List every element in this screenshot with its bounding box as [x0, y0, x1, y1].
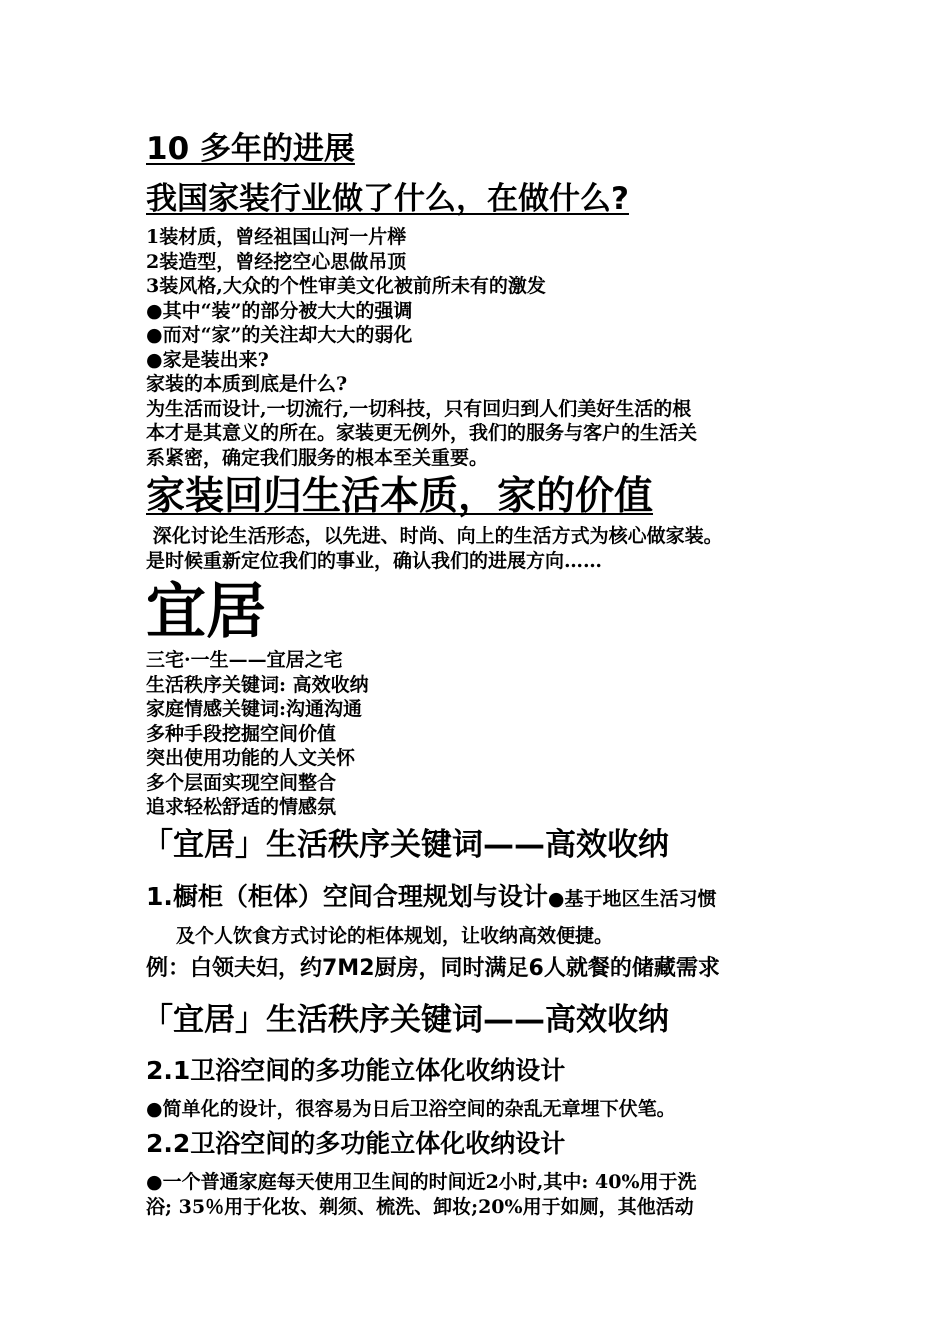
list-item: 三宅·一生——宜居之宅: [146, 649, 343, 671]
heading-progress: 10 多年的进展: [146, 131, 355, 167]
list-item: 家庭情感关键词:沟通沟通: [146, 698, 363, 720]
text-line: 系紧密，确定我们服务的根本至关重要。: [146, 446, 489, 469]
text-line: 本才是其意义的所在。家装更无例外，我们的服务与客户的生活关: [146, 422, 698, 444]
essence-paragraph: [146, 524, 723, 573]
text-line: 家装的本质到底是什么?: [146, 373, 348, 395]
intro-paragraph: [146, 225, 697, 470]
list-item: 多种手段挖掘空间价值: [146, 722, 337, 745]
text-line: ●其中“装”的部分被大大的强调: [146, 299, 413, 322]
text-line: ●一个普通家庭每天使用卫生间的时间近2小时,其中: 40%用于洗: [146, 1171, 697, 1193]
section1-item-text: ●基于地区生活习惯: [547, 888, 717, 910]
text-line: 3装风格,大众的个性审美文化被前所未有的激发: [146, 275, 546, 297]
section1-example: 例：白领夫妇，约7M2厨房，同时满足6人就餐的储藏需求: [146, 956, 720, 981]
heading-essence: 家装回归生活本质，家的价值: [146, 474, 654, 519]
heading-question: 我国家装行业做了什么，在做什么?: [146, 181, 629, 217]
big-title: 宜居: [146, 577, 266, 647]
text-line: 2装造型，曾经挖空心思做吊顶: [146, 250, 407, 273]
list-item: 生活秩序关键词: 高效收纳: [146, 673, 369, 696]
section1-item-title: 1.橱柜（柜体）空间合理规划与设计: [146, 882, 548, 911]
list-item: 追求轻松舒适的情感氛: [146, 796, 337, 818]
section2-text2: [146, 1170, 697, 1219]
text-line: 1装材质，曾经祖国山河一片榉: [146, 226, 407, 248]
section2-sub1: 2.1卫浴空间的多功能立体化收纳设计: [146, 1056, 566, 1085]
text-line: 是时候重新定位我们的事业，确认我们的进展方向……: [146, 549, 603, 572]
text-line: ●而对“家”的关注却大大的弱化: [146, 324, 413, 346]
section1-item: [146, 884, 717, 909]
section1-item-cont: 及个人饮食方式讨论的柜体规划，让收纳高效便捷。: [176, 925, 614, 947]
text-line: 深化讨论生活形态，以先进、时尚、向上的生活方式为核心做家装。: [146, 525, 723, 547]
text-line: ●家是装出来?: [146, 348, 269, 371]
section1-title: 「宜居」生活秩序关键词——高效收纳: [142, 827, 669, 863]
section2-title: 「宜居」生活秩序关键词——高效收纳: [142, 1002, 669, 1038]
text-line: 为生活而设计,一切流行,一切科技，只有回归到人们美好生活的根: [146, 397, 692, 420]
section2-text1: ●简单化的设计，很容易为日后卫浴空间的杂乱无章埋下伏笔。: [146, 1098, 676, 1120]
section2-sub2: 2.2卫浴空间的多功能立体化收纳设计: [146, 1129, 566, 1158]
yiju-list: [146, 648, 369, 820]
list-item: 多个层面实现空间整合: [146, 771, 337, 794]
text-line: 浴; 35％用于化妆、剃须、梳洗、卸妆;20%用于如厕，其他活动: [146, 1195, 694, 1218]
list-item: 突出使用功能的人文关怀: [146, 747, 356, 769]
